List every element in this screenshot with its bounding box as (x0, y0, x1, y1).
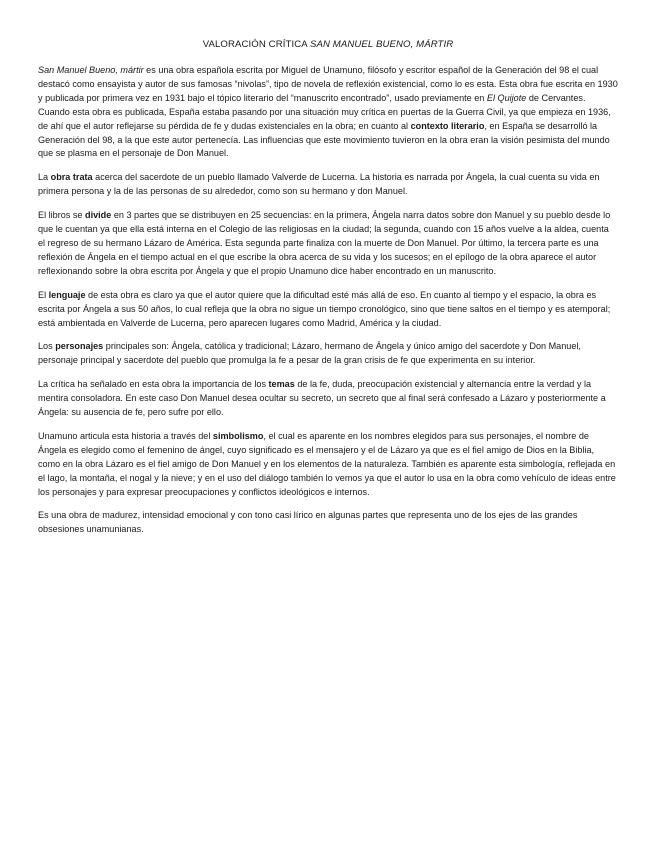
paragraph-text: La (38, 172, 51, 183)
paragraph-text: Unamuno articula esta historia a través del (38, 430, 213, 441)
highlighted-term: obra trata (50, 172, 93, 183)
paragraph-text: El libros se (38, 210, 86, 221)
paragraph (38, 340, 618, 368)
document-body (38, 64, 618, 537)
italic-text: El Quijote (486, 92, 527, 103)
paragraph-text: Los (38, 341, 56, 352)
highlighted-term: divide (85, 210, 112, 221)
paragraph-text: principales son: Ángela, católica y tradicional; Lázaro, hermano de Ángela y único amigo del sacerdote y Don Manuel, personaje principal y sacerdote del pueblo que promulga la fe a pesar de la gran crisis de fe que experimenta en su interior. (38, 341, 581, 366)
paragraph-text: de esta obra es claro ya que el autor quiere que la dificultad esté más allá de eso. En cuanto al tiempo y el espacio, la obra es escrita por Ángela a sus 50 años, lo cual refleja que la obra no sigue un tiempo cronológico, sino que tiene saltos en el tiempo y es atemporal; está ambientada en Valverde de Lucerna, pero aparecen lugares como Madrid, América y la ciudad. (38, 289, 611, 328)
highlighted-term: simbolismo (212, 430, 264, 441)
paragraph-text: , el cual es aparente en los nombres elegidos para sus personajes, el nombre de Ángela es elegido como el femenino de ángel, cuyo significado es el mensajero y el de Lázaro ya que es el fiel amigo de Dios en la Biblia, como en la obra Lázaro es el fiel amigo de Don Manuel y en los elementos de la naturaleza. También es aparente esta simbología, reflejada en el lago, la montaña, el nogal y la nieve; y en el uso del diálogo también lo vemos ya que el autor lo usa en la obra como vehículo de ideas entre los personajes y para expresar preocupaciones y conflictos ideológicos e internos. (38, 430, 616, 497)
paragraph-text: , en España se desarrolló la Generación del 98, a la que este autor pertenecía. Las influencias que este movimiento tuvieron en la obra eran la visión pesimista del mundo que se plasma en el personaje de Don Manuel. (38, 120, 610, 159)
paragraph-text: Es una obra de madurez, intensidad emocional y con tono casi lírico en algunas partes que representa uno de los ejes de las grandes obsesiones unamunianas. (38, 510, 578, 535)
highlighted-term: temas (268, 379, 295, 390)
paragraph-text: en 3 partes que se distribuyen en 25 secuencias: en la primera, Ángela narra datos sobre don Manuel y su pueblo desde lo que le cuentan ya que ella está interna en el Colegio de las religiosas en la ciudad; la segunda, cuando con 15 años vuelve a la aldea, cuenta el regreso de su hermano Lázaro de América. Esta segunda parte finaliza con la muerte de Don Manuel. Por último, la tercera parte es una reflexión de Ángela en el tiempo actual en el que escribe la obra acerca de su vida y los sucesos; en el epílogo de la obra aparece el autor reflexionando sobre la obra escrita por Ángela y que el propio Unamuno dice haber encontrado en un manuscrito. (38, 210, 611, 276)
title-prefix: VALORACIÓN CRÍTICA (202, 39, 310, 50)
document-page (38, 38, 618, 547)
paragraph (38, 430, 618, 500)
paragraph-text: de la fe, duda, preocupación existencial y alternancia entre la verdad y la mentira consoladora. En este caso Don Manuel desea ocultar su secreto, un secreto que al final será confesado a Lázaro y posteriormente a Ángela: su ausencia de fe, pero sufre por ello. (38, 379, 606, 418)
highlighted-term: personajes (55, 341, 104, 352)
paragraph (38, 378, 618, 420)
highlighted-term: lenguaje (48, 289, 86, 300)
document-title (38, 38, 618, 51)
paragraph (38, 64, 618, 161)
paragraph-text: es una obra española escrita por Miguel de Unamuno, filósofo y escritor español de la Generación del 98 el cual destacó como ensayista y autor de sus famosas “nivolas”, tipo de novela de reflexión existencial, como lo es esta. Esta obra fue escrita en 1930 y publicada por primera vez en 1931 bajo el tópico literario del “manuscrito encontrado”, usado previamente en (38, 65, 618, 103)
paragraph-text: El (38, 289, 49, 300)
paragraph (38, 289, 618, 331)
paragraph-text: de Cervantes. Cuando esta obra es publicada, España estaba pasando por una situación muy crítica en puertas de la Guerra Civil, ya que empieza en 1936, de ahí que el autor reflejarse su pérdida de fe y dudas existenciales en la obra; en cuanto al (38, 92, 611, 131)
paragraph-text: acerca del sacerdote de un pueblo llamado Valverde de Lucerna. La historia es narrada por Ángela, la cual cuenta su vida en primera persona y la de las personas de su alrededor, como son su hermano y don Manuel. (38, 172, 600, 197)
paragraph-text: La crítica ha señalado en esta obra la importancia de los (38, 379, 269, 390)
paragraph (38, 509, 618, 537)
paragraph (38, 171, 618, 199)
highlighted-term: contexto literario (410, 120, 485, 131)
title-work-name: SAN MANUEL BUENO, MÁRTIR (309, 39, 454, 50)
paragraph (38, 209, 618, 279)
italic-text: San Manuel Bueno, mártir (38, 65, 144, 75)
